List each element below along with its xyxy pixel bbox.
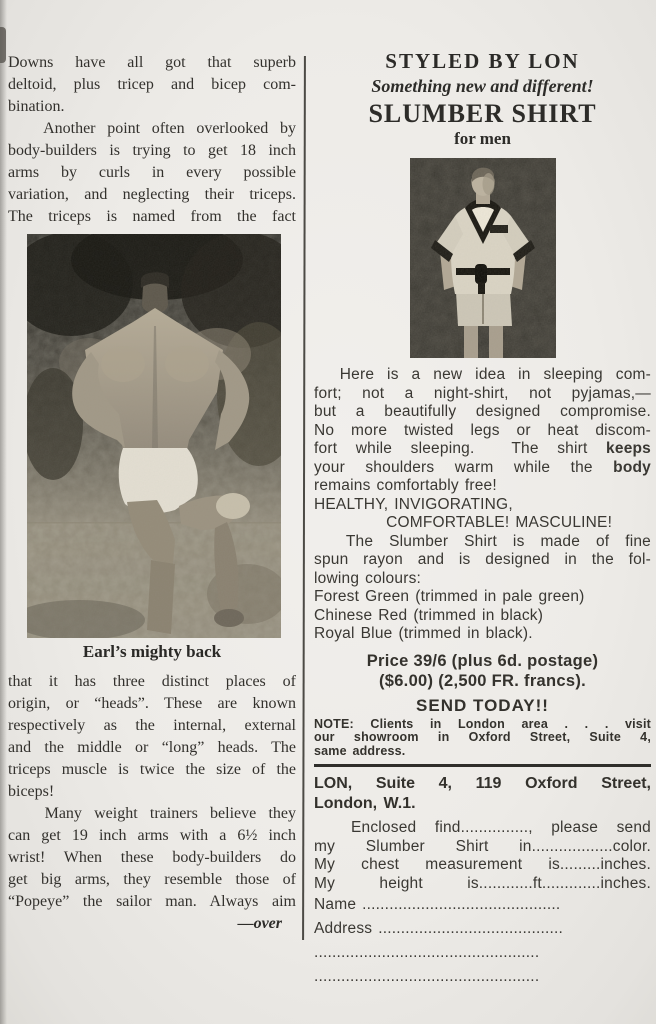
ad-slogan [314,496,651,533]
article-text-line: Many weight trainers believe they [8,805,296,822]
address-line: London, W.1. [314,795,416,812]
article-text-line: The triceps is named from the fact [8,208,296,225]
price-line: Price 39/6 (plus 6d. postage) [366,651,599,670]
order-form-field: my Slumber Shirt in..................color. [314,837,651,855]
photo-caption: Earl’s mighty back [82,642,222,661]
ad-text-line: No more twisted legs or heat discom- [314,421,651,439]
colour-option-line: Chinese Red (trimmed in black) [314,606,544,624]
article-paragraph-4 [8,803,296,913]
ad-tagline: Something new and different! [371,76,594,96]
ad-column [314,50,651,989]
ad-slogan-line: COMFORTABLE! MASCULINE! [314,514,613,531]
article-text-line: deltoid, plus tricep and bicep com- [8,76,296,93]
note-line: same address. [314,743,406,758]
ad-product-subtitle: for men [454,129,511,148]
ad-intro-paragraph [314,366,651,496]
column-divider-rule [302,56,306,940]
continued-over-marker: —over [237,915,282,932]
colour-option-line: Forest Green (trimmed in pale green) [314,588,585,605]
coupon-divider-rule [314,764,651,767]
ad-cta: SEND TODAY!! [416,695,549,715]
colour-option-line: Royal Blue (trimmed in black). [314,625,533,642]
ad-mailing-address [314,774,651,814]
article-column [8,52,296,935]
ad-slogan-line: HEALTHY, INVIGORATING, [314,495,513,513]
halftone-grain [410,158,556,358]
scan-edge-shadow [0,0,7,1024]
article-paragraph-3 [8,671,296,803]
order-form-field: Enclosed find..............., please send [314,819,651,836]
article-text-line: triceps muscle is twice the size of the [8,761,296,778]
ad-colour-options [314,588,651,644]
article-text-line: arms by curls in every possible [8,164,296,181]
photo-slumber-shirt-model [410,158,556,358]
article-text-line: respectively as the internal, external [8,717,296,734]
ad-description [314,533,651,589]
article-text-line: body-builders is trying to get 18 inch [8,142,296,159]
article-text-line: biceps! [8,783,55,800]
ad-text-line: fort while sleeping. The shirt keeps [314,440,651,457]
article-text-line: and the middle or “long” heads. The [8,739,296,756]
ad-text-line: remains comfortably free! [314,477,497,494]
ad-text-line: The Slumber Shirt is made of fine [314,532,651,550]
ad-text-line: fort; not a night-shirt, not pyjamas,— [314,384,651,402]
ad-text-line: but a beautifully designed compromise. [314,403,651,420]
price-line: ($6.00) (2,500 FR. francs). [378,671,587,690]
order-form-fields [314,819,651,893]
article-text-line: origin, or “heads”. These are known [8,695,296,712]
article-text-line: can get 19 inch arms with a 6½ inch [8,827,296,844]
halftone-grain [27,234,281,638]
article-text-line: bination. [8,98,65,115]
article-text-line: variation, and neglecting their triceps. [8,186,296,203]
order-form-field: My height is............ft.............inches. [314,874,651,892]
note-line: our showroom in Oxford Street, Suite 4, [314,730,651,744]
order-form-blank-line: Address ......................................... [314,920,564,937]
article-paragraph-1 [8,52,296,118]
ad-brand-header: STYLED BY LON [385,49,580,73]
ad-text-line: lowing colours: [314,569,422,587]
order-form-blank-line: .................................................. [314,968,540,985]
order-form-blank-line: Name ............................................ [314,896,561,913]
note-line: NOTE: Clients in London area . . . visit [314,716,651,731]
article-text-line: wrist! When these body-builders do [8,849,296,866]
order-form-blank-line: .................................................. [314,944,540,961]
article-text-line: Downs have all got that superb [8,54,296,71]
address-line: LON, Suite 4, 119 Oxford Street, [314,775,651,792]
ad-text-line: your shoulders warm while the body [314,458,651,476]
ad-product-title: SLUMBER SHIRT [368,99,597,128]
scan-edge-artifact [0,27,6,63]
order-form-blanks [314,893,651,989]
photo-earl-back [27,234,281,638]
ad-text-line: spun rayon and is designed in the fol- [314,551,651,568]
ad-text-line: Here is a new idea in sleeping com- [314,366,651,383]
article-text-line: get big arms, they resemble those of [8,871,296,888]
ad-note [314,718,651,759]
order-form-field: My chest measurement is.........inches. [314,856,651,873]
article-paragraph-2 [8,118,296,228]
ad-price [314,651,651,691]
article-text-line: Another point often overlooked by [8,120,296,137]
article-text-line: that it has three distinct places of [8,673,296,690]
article-text-line: “Popeye” the sailor man. Always aim [8,893,296,910]
